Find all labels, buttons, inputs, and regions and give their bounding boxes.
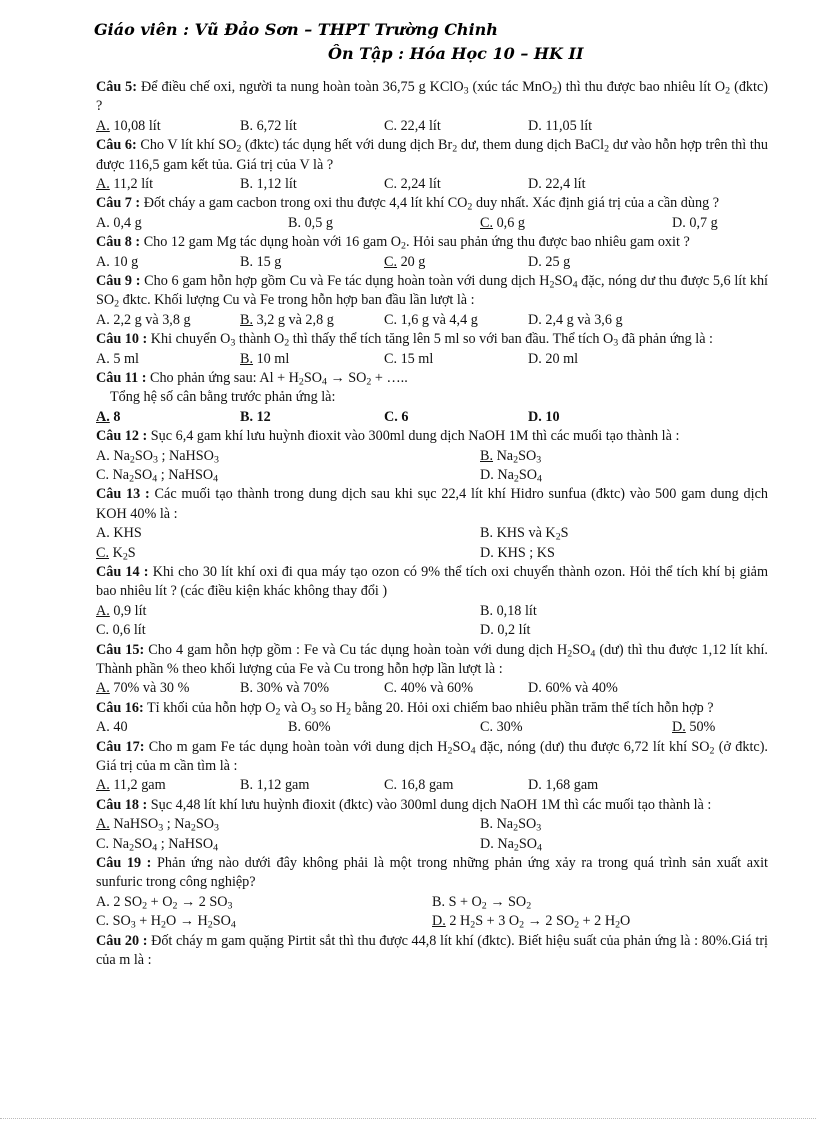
option-text: 0,5 g <box>301 214 333 231</box>
option-b <box>480 447 541 466</box>
option-row <box>96 311 768 330</box>
question-body: Để điều chế oxi, người ta nung hoàn toàn 36,75 g KClO$_3$ (xúc tác MnO$_2$) thì thu được bao nhiêu lít $O_2$ (đktc) ? <box>96 79 768 115</box>
option-c <box>96 466 218 485</box>
option-letter: A. <box>96 311 110 328</box>
option-text: 0,18 lít <box>493 602 537 619</box>
option-d <box>480 835 542 854</box>
option-letter: B. <box>240 253 254 270</box>
option-c <box>384 408 408 427</box>
option-letter: A. <box>96 777 110 794</box>
option-text: 1,6 g và 4,4 g <box>397 311 478 328</box>
option-c <box>384 175 441 194</box>
option-text: $Na_2SO_3$ <box>493 447 542 466</box>
option-d <box>528 776 598 795</box>
option-text: 50% <box>685 719 716 736</box>
option-row <box>96 718 768 737</box>
option-text: 2 $H_2S + 3$ $O_2 \to 2$ $SO_2 + 2$ $H_2O$ <box>445 913 631 931</box>
question-note: Tổng hệ số cân bằng trước phản ứng là: <box>110 389 336 406</box>
option-b <box>288 214 333 233</box>
option-letter: D. <box>480 467 494 483</box>
option-b <box>432 893 531 912</box>
option-row <box>96 835 768 854</box>
question-text <box>96 641 768 680</box>
question-text <box>96 485 768 524</box>
option-text: $Na_2SO_4$ ; NaHSO$_4$ <box>109 835 219 854</box>
option-letter: C. <box>384 408 398 425</box>
question-body: Khi chuyển $O_3$ thành $O_2$ thì thấy thể tích tăng lên 5 ml so với ban đầu. Thể tích $O_3$ đã phản ứng là : <box>147 331 713 349</box>
option-letter: A. <box>96 525 110 542</box>
option-text: $Na_2SO_4$ <box>493 835 542 854</box>
option-text: 11,2 lít <box>109 176 154 193</box>
option-a <box>96 350 139 369</box>
option-text: 1,68 gam <box>541 777 599 794</box>
option-letter: A. <box>96 176 110 193</box>
question-body: Đốt cháy m gam quặng Pirtit sắt thì thu được 44,8 lít khí (đktc). Biết hiệu suất của phản ứng là : 80%.Giá trị của m là : <box>96 932 768 968</box>
option-d <box>528 311 623 330</box>
option-row <box>96 621 768 640</box>
option-a <box>96 311 191 330</box>
option-letter: C. <box>384 350 398 367</box>
option-c <box>480 214 525 233</box>
question-14 <box>96 563 768 641</box>
question-body: Các muối tạo thành trong dung dịch sau khi sục 22,4 lít khí Hidro sunfua (đktc) vào 500 gam dung dịch KOH 40% là : <box>96 486 768 522</box>
option-letter: A. <box>96 253 110 270</box>
question-label: Câu 19 : <box>96 854 152 871</box>
option-letter: A. <box>96 602 110 619</box>
question-label: Câu 9 : <box>96 273 141 289</box>
option-text: KHS và $K_2S$ <box>493 525 569 543</box>
option-text: 8 <box>109 408 121 425</box>
option-letter: A. <box>96 893 110 910</box>
question-7 <box>96 194 768 233</box>
question-body: Cho phản ứng sau: $Al + H_2SO_4 \to SO_2$ + ….. <box>146 370 408 388</box>
option-row <box>96 350 768 369</box>
option-b <box>480 524 569 543</box>
option-letter: B. <box>432 893 446 910</box>
question-text <box>96 78 768 117</box>
option-letter: B. <box>480 602 494 619</box>
option-c <box>480 718 523 737</box>
option-letter: D. <box>528 253 542 270</box>
option-letter: C. <box>384 176 398 193</box>
option-text: 5 ml <box>109 350 139 367</box>
option-text: 11,2 gam <box>109 777 166 794</box>
option-b <box>240 408 271 427</box>
option-letter: D. <box>480 835 494 852</box>
option-a <box>96 602 146 621</box>
option-a <box>96 214 142 233</box>
option-letter: C. <box>96 467 110 483</box>
option-letter: C. <box>384 680 398 697</box>
option-b <box>288 718 331 737</box>
option-row <box>96 117 768 136</box>
option-c <box>384 253 425 272</box>
option-text: $Na_2SO_3$ ; NaHSO$_3$ <box>109 447 219 466</box>
option-text: 20 g <box>397 253 426 270</box>
option-text: 10 ml <box>253 350 290 367</box>
option-a <box>96 253 138 272</box>
question-text <box>96 563 768 602</box>
question-16 <box>96 699 768 738</box>
option-letter: B. <box>480 447 494 464</box>
question-text <box>96 194 768 213</box>
option-text: 0,9 lít <box>109 602 147 619</box>
option-text: 70% và 30 % <box>109 680 190 697</box>
option-letter: C. <box>384 311 398 328</box>
option-text: 22,4 lít <box>397 117 441 134</box>
option-letter: D. <box>528 408 542 425</box>
question-label: Câu 15: <box>96 641 145 658</box>
option-text: 30% <box>493 719 523 736</box>
question-body: Tỉ khối của hỗn hợp $O_2$ và $O_3$ so $H_2$ bằng 20. Hỏi oxi chiếm bao nhiêu phần trăm thể tích hỗn hợp ? <box>143 699 714 718</box>
option-row <box>96 544 768 563</box>
option-text: 0,6 lít <box>109 622 146 639</box>
option-letter: A. <box>96 214 110 231</box>
option-letter: B. <box>240 117 254 134</box>
option-text: 0,2 lít <box>493 622 531 639</box>
question-label: Câu 6: <box>96 137 137 154</box>
option-row <box>96 893 768 912</box>
option-d <box>480 466 542 485</box>
option-text: KHS ; KS <box>493 544 555 561</box>
option-text: 3,2 g và 2,8 g <box>253 311 334 328</box>
option-text: 40% và 60% <box>397 680 474 697</box>
option-a <box>96 175 153 194</box>
option-text: $Na_2SO_3$ <box>493 816 542 834</box>
option-b <box>240 253 281 272</box>
option-text: 15 g <box>253 253 282 270</box>
question-body: Khi cho 30 lít khí oxi đi qua máy tạo ozon có 9% thể tích oxi chuyển thành ozon. Hỏi thể tích khí bị giảm bao nhiêu lít ? (các điều kiện khác không thay đổi ) <box>96 563 768 600</box>
option-letter: D. <box>480 544 494 561</box>
option-letter: C. <box>96 622 110 639</box>
option-text: 60% <box>301 719 331 736</box>
option-text: $Na_2SO_4$ <box>493 467 542 485</box>
option-b <box>240 117 297 136</box>
option-letter: D. <box>528 777 542 794</box>
option-text: 40 <box>109 719 128 736</box>
question-body: Cho 6 gam hỗn hợp gồm Cu và Fe tác dụng hoàn toàn với dung dịch $H_2SO_4$ đặc, nóng dư thu được 5,6 lít khí $SO_2$ đktc. Khối lượng Cu và Fe trong hỗn hợp ban đầu lần lượt là : <box>96 273 768 310</box>
option-row <box>96 175 768 194</box>
option-text: 10 g <box>109 253 139 270</box>
option-text: NaHSO$_3$ ; $Na_2SO_3$ <box>109 816 219 834</box>
option-letter: B. <box>240 680 254 697</box>
option-c <box>96 835 218 854</box>
option-c <box>96 544 136 563</box>
option-letter: D. <box>672 719 686 736</box>
question-text <box>96 854 768 893</box>
option-text: 11,05 lít <box>541 117 593 134</box>
option-d <box>528 350 578 369</box>
option-a <box>96 815 219 834</box>
option-row <box>96 447 768 466</box>
question-text <box>96 738 768 777</box>
option-a <box>96 117 161 136</box>
option-c <box>384 311 478 330</box>
review-title: Ôn Tập : Hóa Học 10 – HK II <box>328 44 584 63</box>
option-text: 22,4 lít <box>541 176 586 193</box>
option-c <box>96 912 236 931</box>
question-text <box>96 796 768 815</box>
option-text: $SO_3 + H_2O \to H_2SO_4$ <box>109 913 236 931</box>
question-label: Câu 7 : <box>96 195 141 212</box>
option-letter: B. <box>288 719 302 736</box>
option-text: 0,7 g <box>685 214 718 231</box>
option-letter: D. <box>432 913 446 930</box>
option-letter: D. <box>528 311 542 328</box>
option-text: $Na_2SO_4$ ; NaHSO$_4$ <box>109 467 219 485</box>
option-c <box>384 350 433 369</box>
option-text: 60% và 40% <box>541 680 618 697</box>
option-text: 10,08 lít <box>109 117 161 134</box>
question-body: Cho 12 gam Mg tác dụng hoàn với 16 gam $O_2$. Hỏi sau phản ứng thu được bao nhiêu gam oxit ? <box>140 234 690 252</box>
option-b <box>240 175 297 194</box>
option-letter: B. <box>288 214 302 231</box>
option-text: $S + O_2 \to SO_2$ <box>445 893 532 912</box>
question-20 <box>96 932 768 971</box>
question-text <box>96 369 768 388</box>
option-c <box>96 621 146 640</box>
teacher-header: Giáo viên : Vũ Đảo Sơn – THPT Trường Chinh <box>94 20 498 39</box>
option-a <box>96 679 189 698</box>
option-letter: D. <box>528 680 542 697</box>
question-body: Sục 4,48 lít khí lưu huỳnh đioxit (đktc) vào 300ml dung dịch NaOH 1M thì các muối tạo thành là : <box>147 796 712 813</box>
option-d <box>672 214 718 233</box>
option-letter: C. <box>96 835 110 852</box>
question-text <box>96 272 768 311</box>
option-letter: C. <box>480 214 494 231</box>
option-letter: C. <box>96 913 110 930</box>
option-text: 16,8 gam <box>397 777 454 794</box>
option-text: 6,72 lít <box>253 117 297 134</box>
question-13 <box>96 485 768 563</box>
option-d <box>480 544 555 563</box>
question-label: Câu 18 : <box>96 796 148 813</box>
option-c <box>384 117 441 136</box>
option-a <box>96 776 166 795</box>
option-b <box>240 350 289 369</box>
option-row <box>96 815 768 834</box>
question-label: Câu 5: <box>96 79 137 95</box>
option-letter: B. <box>240 311 254 328</box>
option-text: 25 g <box>541 253 571 270</box>
question-15 <box>96 641 768 699</box>
question-11 <box>96 369 768 427</box>
option-letter: B. <box>240 176 254 193</box>
option-text: 1,12 gam <box>253 777 310 794</box>
option-d <box>480 621 530 640</box>
option-letter: D. <box>672 214 686 231</box>
question-label: Câu 16: <box>96 699 144 716</box>
option-a <box>96 524 142 543</box>
question-text <box>96 427 768 446</box>
option-text: 20 ml <box>541 350 579 367</box>
option-letter: D. <box>528 117 542 134</box>
option-b <box>480 602 537 621</box>
option-row <box>96 912 768 931</box>
option-b <box>240 776 309 795</box>
option-text: 10 <box>541 408 560 425</box>
option-letter: A. <box>96 447 110 464</box>
option-text: 2 $SO_2 + O_2 \to 2$ $SO_3$ <box>109 893 233 912</box>
question-label: Câu 17: <box>96 738 145 755</box>
option-letter: C. <box>480 719 494 736</box>
bottom-divider <box>0 1118 816 1120</box>
option-letter: A. <box>96 680 110 697</box>
option-letter: B. <box>480 816 494 833</box>
option-row <box>96 524 768 543</box>
option-text: $K_2S$ <box>109 544 136 563</box>
option-letter: C. <box>96 544 110 561</box>
option-letter: D. <box>528 350 542 367</box>
question-label: Câu 12 : <box>96 428 148 445</box>
option-letter: D. <box>528 176 542 193</box>
question-label: Câu 10 : <box>96 331 148 348</box>
option-row <box>96 408 768 427</box>
option-text: 6 <box>397 408 409 425</box>
option-d <box>528 175 586 194</box>
option-text: 0,4 g <box>109 214 142 231</box>
question-text <box>96 136 768 175</box>
option-a <box>96 893 232 912</box>
question-body: Sục 6,4 gam khí lưu huỳnh đioxit vào 300ml dung dịch NaOH 1M thì các muối tạo thành là : <box>147 428 680 445</box>
question-10 <box>96 330 768 369</box>
option-c <box>384 679 473 698</box>
option-text: 30% và 70% <box>253 680 330 697</box>
option-b <box>240 311 334 330</box>
option-a <box>96 408 120 427</box>
question-12 <box>96 427 768 485</box>
option-letter: A. <box>96 719 110 736</box>
option-d <box>528 408 560 427</box>
option-letter: C. <box>384 117 398 134</box>
question-body: Phản ứng nào dưới đây không phải là một trong những phản ứng xảy ra trong quá trình sản xuất axit sunfuric trong công nghiệp? <box>96 854 768 891</box>
question-body: Đốt cháy a gam cacbon trong oxi thu được 4,4 lít khí $CO_2$ duy nhất. Xác định giá trị của a cần dùng ? <box>140 195 720 213</box>
option-d <box>528 117 592 136</box>
question-18 <box>96 796 768 854</box>
question-text <box>96 932 768 971</box>
question-label: Câu 8 : <box>96 234 141 251</box>
question-label: Câu 20 : <box>96 932 148 949</box>
option-row <box>96 214 768 233</box>
option-text: 1,12 lít <box>253 176 297 193</box>
question-17 <box>96 738 768 796</box>
question-9 <box>96 272 768 330</box>
option-row <box>96 776 768 795</box>
question-label: Câu 14 : <box>96 563 149 580</box>
option-text: 2,24 lít <box>397 176 441 193</box>
question-5 <box>96 78 768 136</box>
option-letter: A. <box>96 350 110 367</box>
option-letter: B. <box>240 408 254 425</box>
question-label: Câu 11 : <box>96 370 147 386</box>
option-letter: A. <box>96 816 110 833</box>
question-text <box>96 699 768 718</box>
question-6 <box>96 136 768 194</box>
option-d <box>432 912 630 931</box>
question-list <box>96 78 768 970</box>
option-text: 2,2 g và 3,8 g <box>109 311 191 328</box>
option-d <box>528 253 570 272</box>
option-text: 2,4 g và 3,6 g <box>541 311 623 328</box>
option-letter: D. <box>480 622 494 639</box>
option-b <box>480 815 541 834</box>
option-b <box>240 679 329 698</box>
question-body: Cho V lít khí $SO_2$ (đktc) tác dụng hết với dung dịch $Br_2$ dư, them dung dịch BaCl$_2$ dư vào hỗn hợp trên thì thu được 116,5 gam kết tủa. Giá trị của V là ? <box>96 137 768 173</box>
question-body: Cho 4 gam hỗn hợp gồm : Fe và Cu tác dụng hoàn toàn với dung dịch $H_2SO_4$ (dư) thì thu được 1,12 lít khí. Thành phần % theo khối lượng của Fe và Cu trong hỗn hợp lần lượt là : <box>96 641 768 677</box>
option-letter: B. <box>240 777 254 794</box>
option-text: 12 <box>253 408 271 425</box>
option-a <box>96 447 219 466</box>
option-text: 15 ml <box>397 350 434 367</box>
question-text <box>96 233 768 252</box>
option-letter: C. <box>384 777 398 794</box>
option-letter: A. <box>96 408 110 425</box>
question-19 <box>96 854 768 932</box>
option-d <box>528 679 618 698</box>
option-letter: C. <box>384 253 398 270</box>
option-a <box>96 718 128 737</box>
option-letter: B. <box>480 525 494 542</box>
option-row <box>96 602 768 621</box>
question-8 <box>96 233 768 272</box>
option-d <box>672 718 715 737</box>
question-body: Cho m gam Fe tác dụng hoàn toàn với dung dịch $H_2SO_4$ đặc, nóng (dư) thu được 6,72 lít khí $SO_2$ (ở đktc). Giá trị của m cần tìm là : <box>96 738 768 774</box>
option-row <box>96 466 768 485</box>
question-text <box>96 330 768 349</box>
option-row <box>96 253 768 272</box>
option-text: 0,6 g <box>493 214 525 231</box>
option-letter: A. <box>96 117 110 134</box>
option-letter: B. <box>240 350 254 367</box>
option-row <box>96 679 768 698</box>
option-c <box>384 776 453 795</box>
question-label: Câu 13 : <box>96 486 150 503</box>
option-text: KHS <box>109 525 142 542</box>
